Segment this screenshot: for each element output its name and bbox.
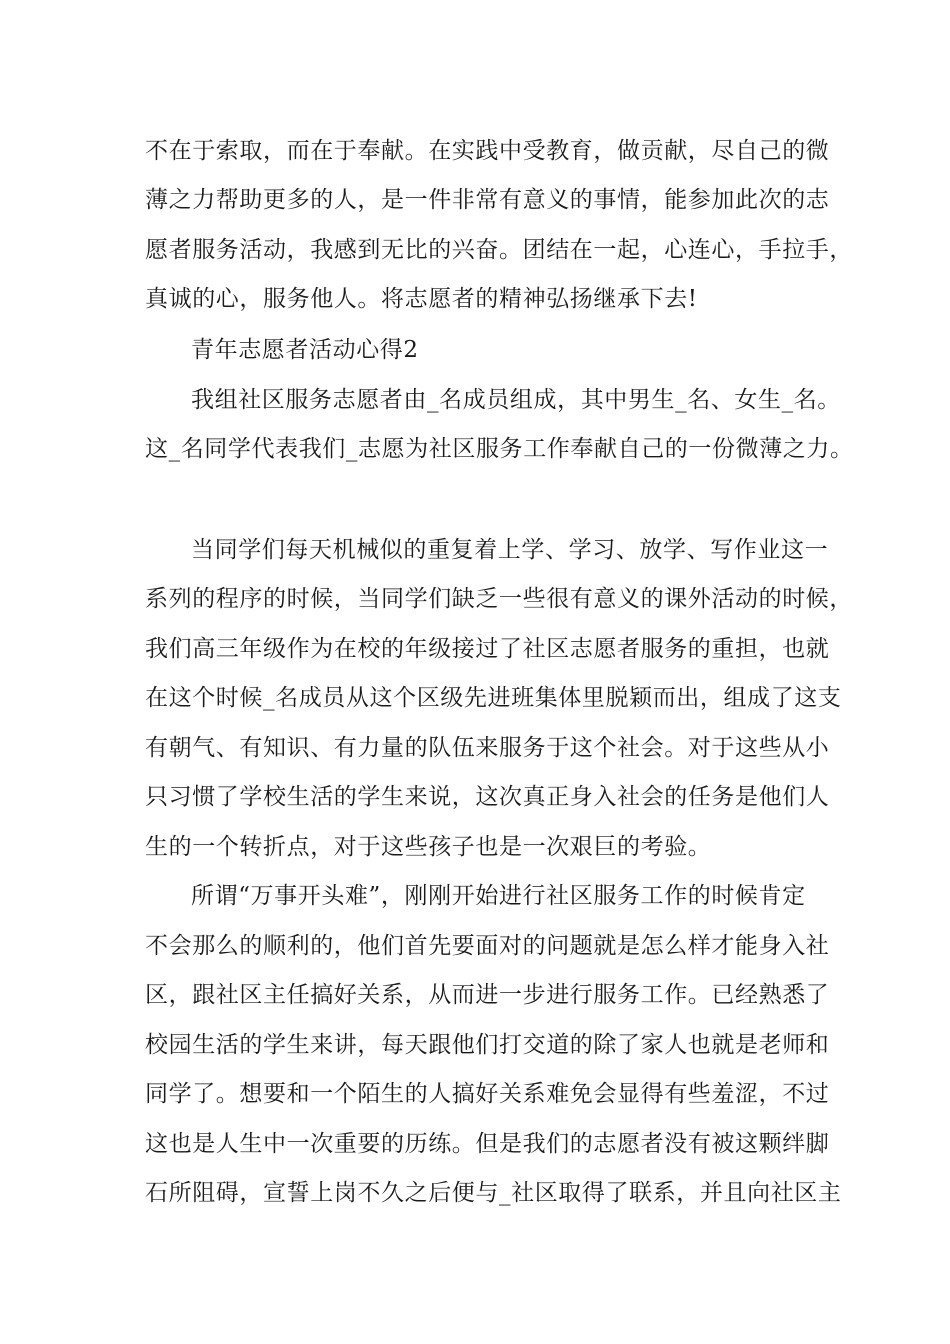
paragraph-line: 在这个时候_名成员从这个区级先进班集体里脱颖而出，组成了这支 <box>145 685 842 711</box>
paragraph-line: 只习惯了学校生活的学生来说，这次真正身入社会的任务是他们人 <box>145 784 830 810</box>
paragraph-line: 生的一个转折点，对于这些孩子也是一次艰巨的考验。 <box>145 834 712 860</box>
paragraph-line: 薄之力帮助更多的人，是一件非常有意义的事情，能参加此次的志 <box>145 187 830 213</box>
paragraph-line: 校园生活的学生来讲，每天跟他们打交道的除了家人也就是老师和 <box>145 1032 830 1058</box>
paragraph-line: 我们高三年级作为在校的年级接过了社区志愿者服务的重担，也就 <box>145 636 830 662</box>
paragraph-line: 这_名同学代表我们_志愿为社区服务工作奉献自己的一份微薄之力。 <box>145 436 854 462</box>
paragraph-line: 真诚的心，服务他人。将志愿者的精神弘扬继承下去! <box>145 286 698 312</box>
paragraph-line: 这也是人生中一次重要的历练。但是我们的志愿者没有被这颗绊脚 <box>145 1131 830 1157</box>
paragraph-line: 同学了。想要和一个陌生的人搞好关系难免会显得有些羞涩，不过 <box>145 1081 830 1107</box>
paragraph-line: 我组社区服务志愿者由_名成员组成，其中男生_名、女生_名。 <box>191 387 841 413</box>
paragraph-line: 愿者服务活动，我感到无比的兴奋。团结在一起，心连心，手拉手， <box>145 237 853 263</box>
section-heading: 青年志愿者活动心得2 <box>191 337 419 363</box>
paragraph-line: 所谓“万事开头难”，刚刚开始进行社区服务工作的时候肯定 <box>191 883 806 909</box>
paragraph-line: 有朝气、有知识、有力量的队伍来服务于这个社会。对于这些从小 <box>145 735 830 761</box>
paragraph-line: 当同学们每天机械似的重复着上学、学习、放学、写作业这一 <box>191 537 829 563</box>
paragraph-line: 系列的程序的时候，当同学们缺乏一些很有意义的课外活动的时候， <box>145 586 853 612</box>
paragraph-line: 石所阻碍，宣誓上岗不久之后便与_社区取得了联系，并且向社区主 <box>145 1180 842 1206</box>
paragraph-line: 区，跟社区主任搞好关系，从而进一步进行服务工作。已经熟悉了 <box>145 982 830 1008</box>
paragraph-line: 不会那么的顺利的，他们首先要面对的问题就是怎么样才能身入社 <box>145 933 830 959</box>
paragraph-line: 不在于索取，而在于奉献。在实践中受教育，做贡献，尽自己的微 <box>145 138 830 164</box>
